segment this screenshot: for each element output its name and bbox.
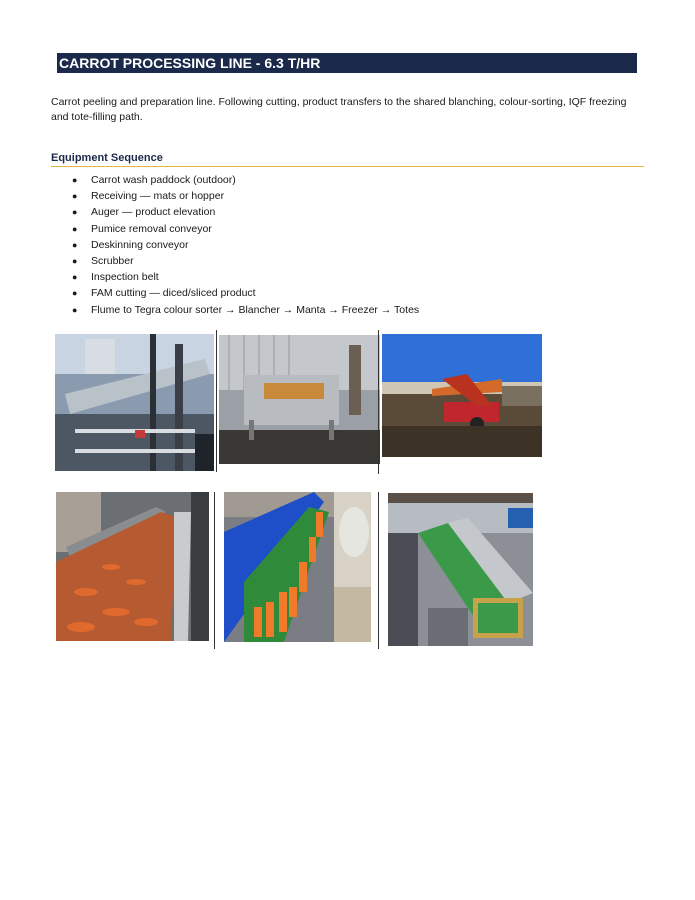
flume-photo <box>56 492 209 641</box>
equipment-sequence-list <box>51 172 611 318</box>
list-item <box>51 285 611 301</box>
pumice-conveyor-photo <box>219 335 380 464</box>
list-item-label: Carrot wash paddock (outdoor) <box>91 174 236 186</box>
list-item-label: Receiving — mats or hopper <box>91 190 225 203</box>
auger-elevator-photo <box>55 334 214 471</box>
divider <box>378 492 379 649</box>
bullet-icon: ● <box>72 272 78 283</box>
bullet-icon: ● <box>72 175 78 185</box>
fam-cutting-photo <box>388 493 533 646</box>
list-item <box>51 188 611 204</box>
list-item <box>51 302 611 318</box>
list-item-label: FAM cutting — diced/sliced product <box>91 287 256 300</box>
divider <box>216 330 217 472</box>
bullet-icon: ● <box>72 191 78 202</box>
list-item <box>51 237 611 253</box>
list-item-label: Flume to Tegra colour sorter → Blancher → Manta → Freezer → Totes <box>91 303 420 316</box>
divider <box>378 330 379 474</box>
list-item-label: Auger — product elevation <box>91 206 216 219</box>
bullet-icon: ● <box>72 223 78 234</box>
bullet-icon: ● <box>72 288 78 299</box>
inspection-belt-photo <box>224 492 371 642</box>
list-item <box>51 253 611 269</box>
bullet-icon: ● <box>72 207 78 218</box>
bullet-icon: ● <box>72 239 78 250</box>
page-title: CARROT PROCESSING LINE - 6.3 T/HR <box>57 53 637 73</box>
section-heading: Equipment Sequence <box>51 152 644 167</box>
list-item-label: Pumice removal conveyor <box>91 222 212 235</box>
list-item <box>51 204 611 220</box>
intro-paragraph: Carrot peeling and preparation line. Following cutting, product transfers to the shared blanching, colour-sorting, IQF freezing and tote-filling path. <box>51 96 627 123</box>
wash-paddock-photo <box>382 334 542 457</box>
list-item <box>51 172 611 188</box>
bullet-icon: ● <box>72 304 78 315</box>
list-item-label: Inspection belt <box>91 271 159 284</box>
divider <box>214 492 215 649</box>
list-item-label: Scrubber <box>91 254 134 267</box>
list-item <box>51 221 611 237</box>
list-item-label: Deskinning conveyor <box>91 238 189 251</box>
bullet-icon: ● <box>72 255 78 266</box>
list-item <box>51 269 611 285</box>
